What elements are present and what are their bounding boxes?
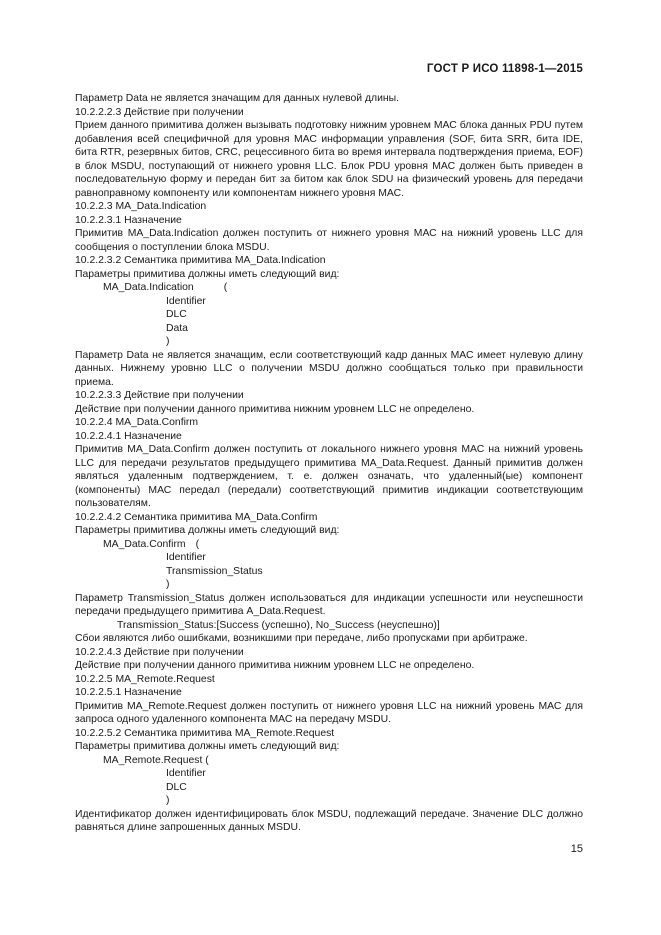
- code-primitive-name: MA_Data.Confirm (: [103, 538, 200, 550]
- section-heading: 10.2.2.4.2 Семантика примитива MA_Data.Confirm: [75, 511, 318, 523]
- code-param: Identifier: [166, 768, 206, 779]
- paragraph: Примитив MA_Data.Indication должен поступить от нижнего уровня МАС на нижний уровень LLC для сообщения о поступлении блока MSDU.: [75, 228, 583, 253]
- section-heading: 10.2.2.4.1 Назначение: [75, 430, 182, 442]
- section-heading: 10.2.2.5.2 Семантика примитива MA_Remote.Request: [75, 727, 335, 739]
- code-param: DLC: [166, 781, 187, 793]
- code-primitive-name: MA_Data.Indication (: [103, 282, 228, 293]
- code-close-paren: ): [166, 579, 170, 590]
- paragraph: Параметр Data не является значащим, если соответствующий кадр данных МАС имеет нулевую длину данных. Нижнему уровню LLC о получении MSDU должно сообщаться только при правильности приема.: [75, 349, 583, 388]
- document-body: [75, 92, 583, 835]
- section-heading: 10.2.2.3 MA_Data.Indication: [75, 201, 207, 212]
- paragraph: Действие при получении данного примитива нижним уровнем LLC не определено.: [75, 660, 475, 671]
- code-close-paren: ): [166, 336, 170, 347]
- paragraph: Действие при получении данного примитива нижним уровнем LLC не определено.: [75, 403, 475, 415]
- code-param: Identifier: [166, 295, 206, 307]
- code-param: Identifier: [166, 552, 206, 563]
- document-code-header: ГОСТ Р ИСО 11898-1—2015: [426, 63, 583, 75]
- page-number: 15: [570, 843, 583, 855]
- code-param: Data: [166, 322, 188, 334]
- section-heading: 10.2.2.3.2 Семантика примитива MA_Data.Indication: [75, 255, 326, 266]
- paragraph: Параметр Data не является значащим для данных нулевой длины.: [75, 93, 400, 104]
- section-heading: 10.2.2.4.3 Действие при получении: [75, 646, 244, 658]
- paragraph: Параметр Transmission_Status должен использоваться для индикации успешности или неуспешности передачи предыдущего примитива A_Data.Request.: [75, 592, 583, 617]
- paragraph: Примитив MA_Remote.Request должен поступить от нижнего уровня LLC на нижний уровень МАС для запроса одного удаленного компонента МАС на передачу MSDU.: [75, 700, 583, 725]
- section-heading: 10.2.2.5.1 Назначение: [75, 687, 182, 698]
- section-heading: 10.2.2.3.3 Действие при получении: [75, 390, 244, 401]
- code-primitive-name: MA_Remote.Request (: [103, 754, 209, 766]
- paragraph: Идентификатор должен идентифицировать блок MSDU, подлежащий передаче. Значение DLC должно равняться длине запрошенных данных MSDU.: [75, 808, 583, 833]
- code-close-paren: ): [166, 795, 170, 806]
- code-param: DLC: [166, 309, 187, 320]
- paragraph: Сбои являются либо ошибками, возникшими при передаче, либо пропусками при арбитраже.: [75, 633, 528, 644]
- section-heading: 10.2.2.5 MA_Remote.Request: [75, 673, 215, 685]
- code-status-values: Transmission_Status:[Success (успешно), No_Success (неуспешно)]: [117, 619, 440, 631]
- section-heading: 10.2.2.4 MA_Data.Confirm: [75, 417, 199, 428]
- code-param: Transmission_Status: [166, 565, 263, 577]
- section-heading: 10.2.2.3.1 Назначение: [75, 214, 182, 226]
- paragraph: Прием данного примитива должен вызывать подготовку нижним уровнем МАС блока данных PDU путем добавления всей специфичной для уровня МАС информации управления (SOF, бита SRR, бита IDE, бита RTR, резервных битов, CRC, рецессивного бита во время интервала подтверждения приема, EOF) в блок MSDU, поступающий от нижнего уровня LLC. Блок PDU уровня МАС должен быть приведен в последовательную форму и передан бит за битом как блок SDU на физический уровень для передачи равноправному компоненту или компонентам нижнего уровня МАС.: [75, 120, 583, 199]
- paragraph: Примитив MA_Data.Confirm должен поступить от локального нижнего уровня МАС на нижний уровень LLC для передачи результатов предыдущего примитива MA_Data.Request. Данный примитив должен являться удаленным подтверждением, т. е. должен означать, что удаленный(ые) компонент (компоненты) МАС передал (передали) соответствующий примитив индикации соответствующим пользователям.: [75, 444, 583, 509]
- paragraph: Параметры примитива должны иметь следующий вид:: [75, 741, 340, 752]
- paragraph: Параметры примитива должны иметь следующий вид:: [75, 525, 340, 536]
- section-heading: 10.2.2.2.3 Действие при получении: [75, 106, 244, 118]
- paragraph: Параметры примитива должны иметь следующий вид:: [75, 268, 340, 280]
